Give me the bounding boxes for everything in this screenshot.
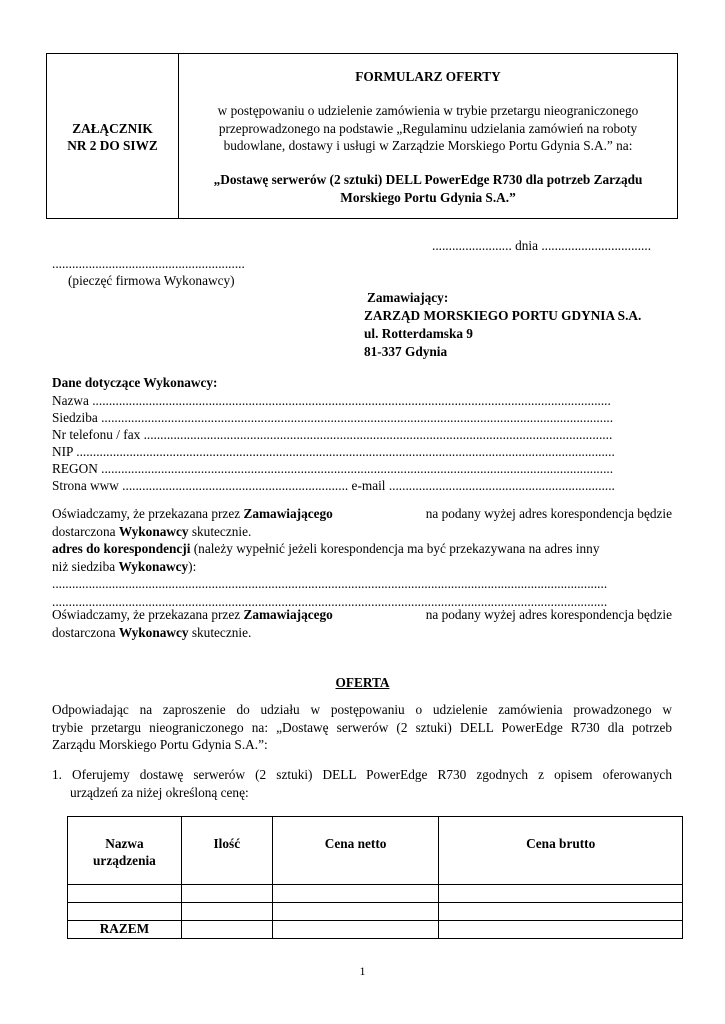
offer-item-1-line-2: urządzeń za niżej określoną cenę: (70, 784, 249, 800)
table-cell[interactable] (439, 885, 683, 903)
table-cell[interactable] (68, 885, 182, 903)
table-cell[interactable] (272, 903, 439, 921)
contractor-heading: Dane dotyczące Wykonawcy: (52, 375, 218, 390)
table-header-row (68, 817, 683, 885)
table-cell[interactable] (272, 885, 439, 903)
header-gross-price: Cena brutto (439, 817, 683, 885)
declaration-1 (52, 505, 672, 540)
total-label: RAZEM (68, 921, 182, 939)
offer-item-1 (52, 766, 672, 801)
subject-line-2: Morskiego Portu Gdynia S.A.” (340, 189, 516, 205)
attachment-cell (47, 54, 179, 218)
offer-item-1-line-1: 1. Oferujemy dostawę serwerów (2 sztuki) DELL PowerEdge R730 zgodnych z opisem oferowanych (52, 767, 672, 782)
correspondence-note-2: niż siedziba (52, 558, 119, 574)
field-nip[interactable]: NIP .................................................................................................................................................................. (52, 444, 615, 459)
date-line[interactable]: ........................ dnia ................................. (432, 238, 652, 253)
stamp-dots[interactable]: .......................................................... (52, 256, 245, 271)
correspondence-dots-1[interactable]: ....................................................................................................................................................................... (52, 576, 608, 591)
correspondence-dots-2[interactable]: ....................................................................................................................................................................... (52, 593, 608, 609)
procedure-line-3: budowlane, dostawy i usługi w Zarządzie Morskiego Portu Gdynia S.A.” na: (223, 138, 633, 153)
ordering-party-label: Zamawiający: (367, 290, 449, 305)
table-cell[interactable] (181, 885, 272, 903)
correspondence-note-3: ): (188, 558, 197, 574)
attachment-line-2: NR 2 DO SIWZ (67, 138, 158, 153)
field-www-email[interactable]: Strona www .................................................................... e-mail .................................................................... (52, 478, 615, 493)
attachment-label (47, 120, 178, 154)
form-title: FORMULARZ OFERTY (355, 69, 501, 84)
subject-text (189, 171, 667, 206)
declaration-2-contractor: Wykonawcy (118, 624, 189, 640)
ordering-party-street: ul. Rotterdamska 9 (364, 326, 473, 341)
title-cell (179, 54, 677, 218)
page-number: 1 (359, 964, 366, 978)
table-cell[interactable] (181, 921, 272, 939)
declaration-1-text-c: dostarczona (52, 523, 119, 539)
declaration-2-line-2 (52, 624, 672, 642)
ordering-party-city: 81-337 Gdynia (364, 344, 448, 359)
table-cell[interactable] (181, 903, 272, 921)
header-device-name-line-1: Nazwa (105, 836, 144, 851)
field-phone-fax[interactable]: Nr telefonu / fax ............................................................................................................................................. (52, 427, 613, 442)
table-cell[interactable] (439, 903, 683, 921)
table-cell[interactable] (439, 921, 683, 939)
offer-intro (52, 701, 672, 754)
correspondence-line-2 (52, 558, 672, 576)
offer-intro-line-3: Zarządu Morskiego Portu Gdynia S.A.”: (52, 737, 268, 752)
offer-intro-line-1: Odpowiadając na zaproszenie do udziału w postępowaniu o udzielenie zamówienia prowadzonego w (52, 702, 672, 717)
header-net-price: Cena netto (272, 817, 439, 885)
declaration-2 (52, 606, 672, 641)
table-cell[interactable] (68, 903, 182, 921)
correspondence-label: adres do korespondencji (52, 541, 191, 556)
declaration-1-text-d: skutecznie. (188, 523, 252, 539)
field-seat[interactable]: Siedziba .......................................................................................................................................................... (52, 410, 614, 425)
correspondence-note: (należy wypełnić jeżeli korespondencja ma być przekazywana na adres inny (190, 541, 600, 556)
price-table (67, 816, 683, 939)
correspondence-line-1 (52, 540, 672, 558)
correspondence-contractor: Wykonawcy (118, 558, 189, 574)
correspondence-block (52, 540, 672, 610)
ordering-party-block (364, 289, 641, 361)
field-name[interactable]: Nazwa ............................................................................................................................................................ (52, 393, 611, 408)
procedure-line-1: w postępowaniu o udzielenie zamówienia w trybie przetargu nieograniczonego (217, 103, 639, 118)
header-box (46, 53, 678, 219)
declaration-1-text-a: Oświadczamy, że przekazana przez (52, 506, 244, 521)
table-row (68, 885, 683, 903)
header-device-name (68, 817, 182, 885)
header-quantity: Ilość (181, 817, 272, 885)
table-total-row (68, 921, 683, 939)
ordering-party-name: ZARZĄD MORSKIEGO PORTU GDYNIA S.A. (364, 308, 642, 323)
declaration-2-text-c: dostarczona (52, 624, 119, 640)
declaration-2-line-1 (52, 606, 672, 624)
declaration-1-text-b: na podany wyżej adres korespondencja będzie (425, 506, 672, 521)
table-row (68, 903, 683, 921)
field-regon[interactable]: REGON .......................................................................................................................................................... (52, 461, 614, 476)
offer-heading: OFERTA (335, 675, 390, 690)
declaration-2-text-d: skutecznie. (188, 624, 252, 640)
declaration-1-ordering-party: Zamawiającego (243, 506, 333, 521)
procedure-line-2: przeprowadzonego na podstawie „Regulaminu udzielania zamówień na roboty (218, 120, 638, 136)
offer-intro-line-2: trybie przetargu nieograniczonego na: „Dostawę serwerów (2 sztuki) DELL PowerEdge R730 dla potrzeb (52, 719, 672, 735)
header-device-name-line-2: urządzenia (93, 853, 156, 868)
declaration-1-contractor: Wykonawcy (118, 523, 189, 539)
declaration-1-line-1 (52, 505, 672, 523)
declaration-2-text-b: na podany wyżej adres korespondencja będzie (425, 607, 672, 622)
declaration-2-ordering-party: Zamawiającego (243, 607, 333, 622)
procedure-text (189, 102, 667, 155)
stamp-caption: (pieczęć firmowa Wykonawcy) (68, 273, 235, 288)
attachment-line-1: ZAŁĄCZNIK (72, 121, 153, 136)
subject-line-1: „Dostawę serwerów (2 sztuki) DELL PowerEdge R730 dla potrzeb Zarządu (213, 172, 643, 187)
table-cell[interactable] (272, 921, 439, 939)
declaration-1-line-2 (52, 523, 672, 541)
declaration-2-text-a: Oświadczamy, że przekazana przez (52, 607, 244, 622)
